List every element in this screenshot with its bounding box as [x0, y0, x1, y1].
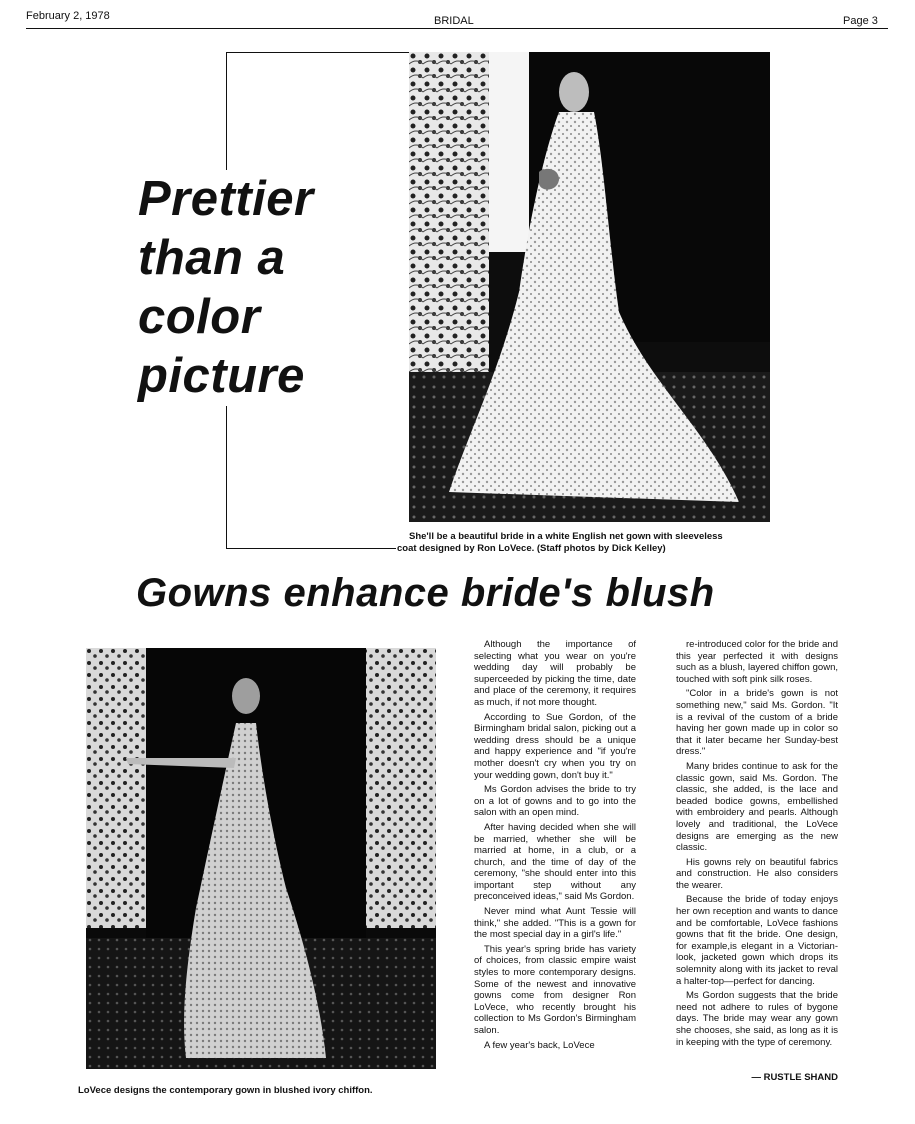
byline: — RUSTLE SHAND — [751, 1072, 838, 1083]
feature-headline-line4: picture — [138, 349, 305, 403]
article-paragraph: "Color in a bride's gown is not something new," said Ms. Gordon. "It is a revival of the custom of a bride having her gown made up in color so that it later became her Sunday-best dress." — [676, 688, 838, 758]
article-paragraph: Because the bride of today enjoys her own reception and wants to dance and be comfortable, LoVece fashions gowns that fit the bride. One design, for example,is elegant in a Victorian-look, jacketed gown which drops its solemnity along with its jacket to reval a halter-top—perfect for dancing. — [676, 894, 838, 987]
article-paragraph: His gowns rely on beautiful fabrics and construction. He also considers the wearer. — [676, 856, 838, 891]
feature-headline-line2: than a — [138, 231, 286, 285]
bottom-photo-caption: LoVece designs the contemporary gown in blushed ivory chiffon. — [78, 1085, 373, 1096]
bride-chiffon-gown-illustration — [86, 648, 436, 1069]
article-headline: Gowns enhance bride's blush — [136, 571, 715, 615]
article-column-2 — [676, 639, 838, 1051]
feature-headline-line3: color — [138, 290, 261, 344]
article-paragraph: After having decided when she will be married, whether she will be married at home, in a club, or a church, and the time of day of the ceremony, "she should enter into this important step without any preconceived ideas," said Ms Gordon. — [474, 821, 636, 903]
article-paragraph: Ms Gordon advises the bride to try on a lot of gowns and to go into the salon with an open mind. — [474, 784, 636, 819]
article-paragraph: Many brides continue to ask for the classic gown, said Ms. Gordon. The classic, she added, is the lace and beaded bodice gowns, embellished with embroidery and pearls. Although lovely and traditional, the LoVece designs are emerging as the new classic. — [676, 760, 838, 854]
box-rule-top — [226, 52, 409, 53]
box-rule-bottom — [226, 548, 396, 549]
top-photo-caption-line1: She'll be a beautiful bride in a white English net gown with sleeveless — [409, 531, 723, 542]
bride-white-gown-photo — [409, 52, 770, 522]
article-paragraph: Although the importance of selecting what you wear on you're wedding day will probably be superceeded by picking the time, date and place of the ceremony, it requires as much, if not more thought. — [474, 639, 636, 708]
article-paragraph: According to Sue Gordon, of the Birmingham bridal salon, picking out a wedding dress should be a unique and happy experience and "if you're mother doesn't cry when you try on your wedding gown, don't buy it." — [474, 711, 636, 781]
feature-headline — [138, 170, 320, 406]
article-paragraph: Ms Gordon suggests that the bride need not adhere to rules of bygone days. The bride may wear any gown she chooses, she said, as long as it is in keeping with the type of ceremony. — [676, 990, 838, 1048]
top-photo-caption — [397, 531, 723, 555]
bride-white-gown-illustration — [409, 52, 770, 522]
article-paragraph: This year's spring bride has variety of choices, from classic empire waist styles to more contemporary designs. Some of the newest and innovative gowns come from designer Ron LoVece, who recently brought his collection to Ms Gordon's Birmingham salon. — [474, 943, 636, 1036]
article-paragraph: re-introduced color for the bride and this year perfected it with designs such as a blush, layered chiffon gown, touched with soft pink silk roses. — [676, 639, 838, 685]
header-rule — [26, 28, 888, 29]
page-number: Page 3 — [843, 15, 878, 27]
feature-headline-line1: Prettier — [138, 172, 314, 226]
issue-date: February 2, 1978 — [26, 10, 110, 22]
article-column-1 — [474, 639, 636, 1054]
top-photo-caption-line2: coat designed by Ron LoVece. (Staff photos by Dick Kelley) — [397, 543, 666, 554]
bride-chiffon-gown-photo — [86, 648, 436, 1069]
article-paragraph: Never mind what Aunt Tessie will think," she added. "This is a gown for the most special day in a girl's life." — [474, 906, 636, 941]
section-title: BRIDAL — [434, 15, 474, 27]
article-paragraph: A few year's back, LoVece — [484, 1039, 595, 1051]
